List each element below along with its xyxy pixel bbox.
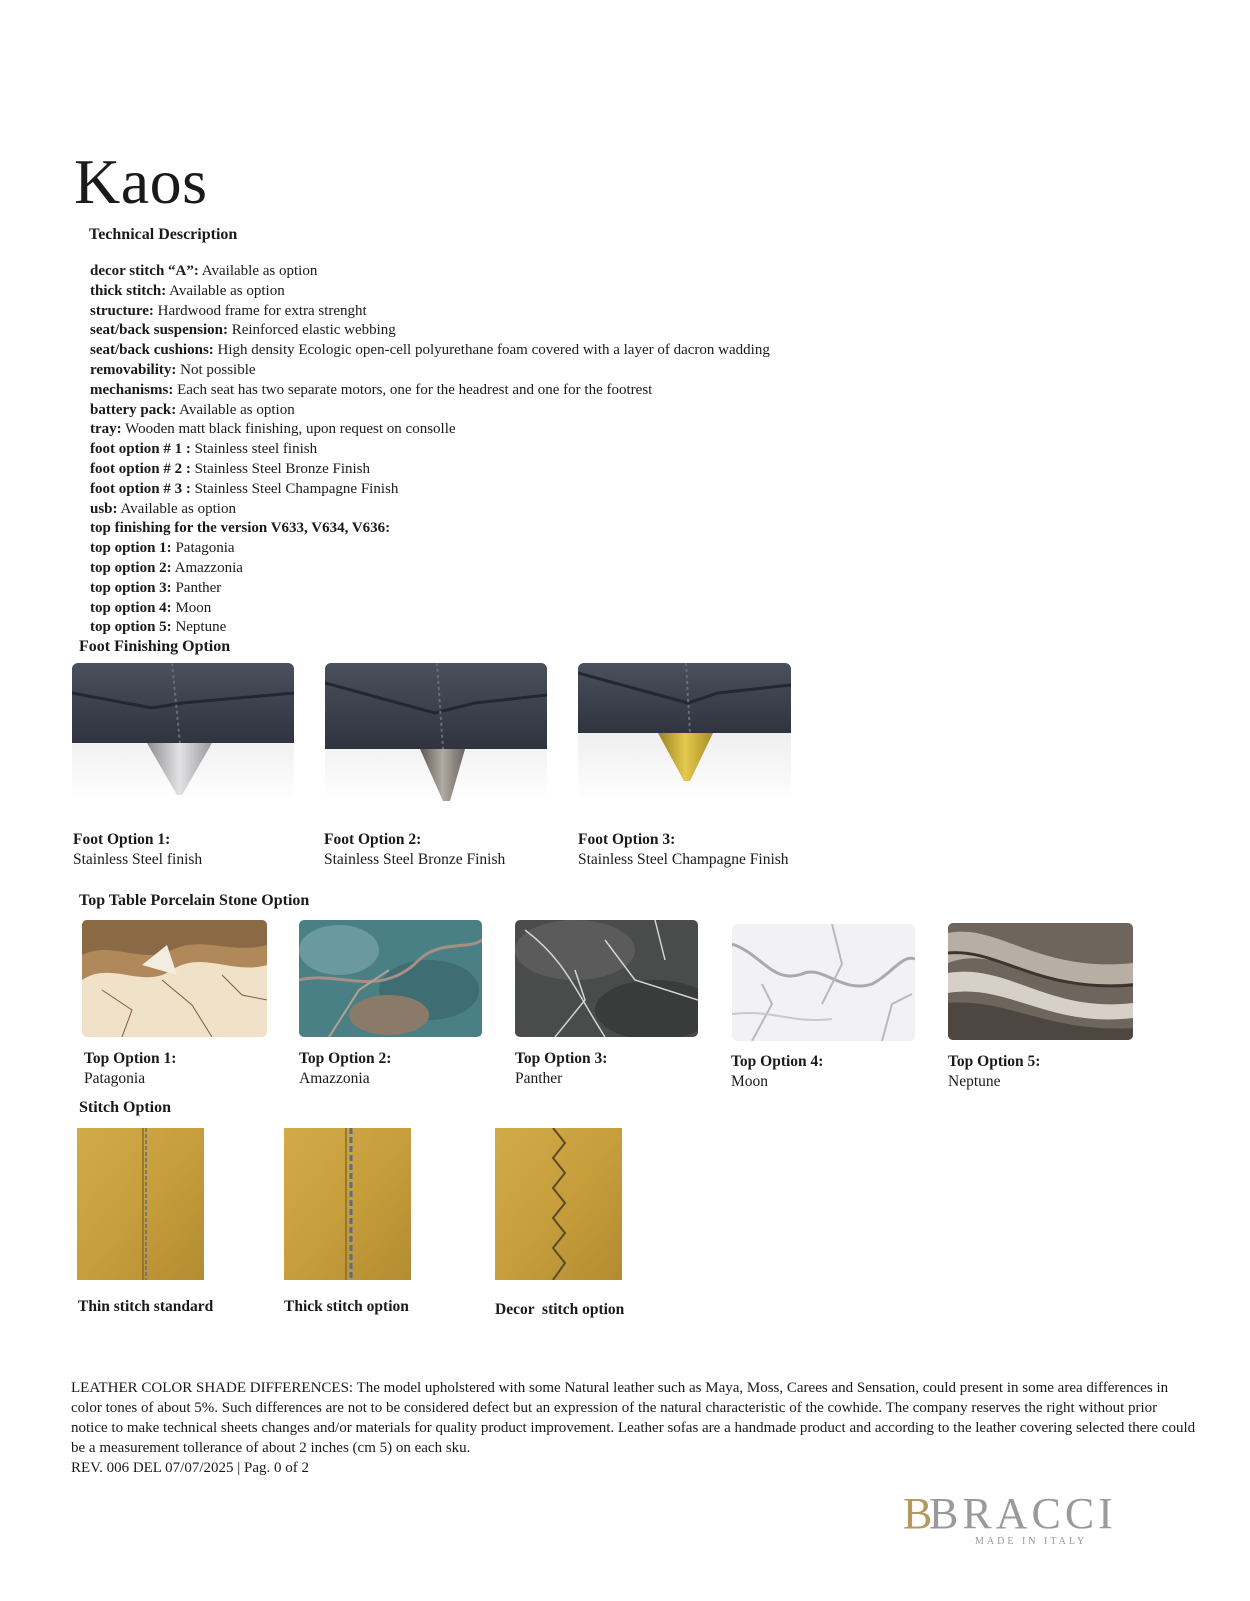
- spec-row: [90, 579, 770, 599]
- top-option-1-image: [82, 920, 267, 1037]
- top-section-heading: Top Table Porcelain Stone Option: [79, 892, 310, 909]
- spec-value: Stainless steel finish: [190, 441, 318, 458]
- stitch-decor-label: Decor stitch option: [495, 1301, 625, 1318]
- spec-label: foot option # 1 :: [90, 441, 191, 458]
- spec-label: thick stitch:: [90, 282, 167, 299]
- spec-list: [90, 262, 770, 638]
- technical-heading: Technical Description: [89, 226, 238, 243]
- stitch-decor-image: [495, 1128, 622, 1280]
- top-option-5-image: [948, 923, 1133, 1040]
- spec-label: top option 3:: [90, 579, 172, 596]
- spec-row: [90, 262, 770, 282]
- top-option-2-image: [299, 920, 482, 1037]
- disclaimer-block: [71, 1378, 1196, 1478]
- spec-row: [90, 361, 770, 381]
- spec-value: High density Ecologic open-cell polyurethane foam covered with a layer of dacron wadding: [213, 342, 770, 359]
- spec-value: Moon: [171, 599, 212, 616]
- spec-row: [90, 321, 770, 341]
- spec-label: decor stitch “A”:: [90, 263, 199, 279]
- top-option-4-title: Top Option 4:: [731, 1053, 824, 1070]
- top-option-5-title: Top Option 5:: [948, 1053, 1041, 1070]
- spec-label: foot option # 3 :: [90, 480, 191, 497]
- top-option-5-desc: Neptune: [948, 1073, 1001, 1090]
- top-option-5-caption: [948, 1052, 1040, 1092]
- foot-option-2-caption: [324, 830, 505, 870]
- top-option-3-title: Top Option 3:: [515, 1050, 608, 1067]
- spec-label: foot option # 2 :: [90, 460, 191, 477]
- spec-value: Amazzonia: [171, 559, 243, 576]
- stitch-thin-label: Thin stitch standard: [78, 1298, 214, 1315]
- top-option-3-caption: [515, 1049, 607, 1089]
- stitch-section-heading: Stitch Option: [79, 1099, 172, 1116]
- spec-label: battery pack:: [90, 401, 177, 418]
- disclaimer-text: LEATHER COLOR SHADE DIFFERENCES: The model upholstered with some Natural leather such as Maya, Moss, Carees and Sensation, could present in some area differences in color tones of about 5%. Such differences are not to be considered defect but an expression of the natural characteristic of the cowhide. The company reserves the right without prior notice to make technical sheets changes and/or materials for quality product improvement. Leather sofas are a handmade product and according to the leather covering selected there could be a measurement tollerance of about 2 inches (cm 5) on each sku.: [71, 1380, 1196, 1456]
- spec-value: Neptune: [171, 619, 227, 636]
- spec-row: [90, 480, 770, 500]
- spec-label: top option 1:: [90, 540, 172, 557]
- spec-row: [90, 500, 770, 520]
- top-option-1-caption: [84, 1049, 176, 1089]
- stitch-thick-image: [284, 1128, 411, 1280]
- spec-row: [90, 440, 770, 460]
- foot-option-3-desc: Stainless Steel Champagne Finish: [578, 851, 789, 868]
- spec-value: Panther: [171, 579, 222, 596]
- spec-label: structure:: [90, 302, 154, 319]
- foot-option-3-image: [578, 663, 791, 801]
- spec-value: Not possible: [176, 361, 256, 378]
- spec-value: Patagonia: [171, 540, 235, 557]
- spec-value: Hardwood frame for extra strenght: [153, 302, 367, 319]
- foot-option-2-title: Foot Option 2:: [324, 831, 422, 848]
- spec-label: mechanisms:: [90, 381, 174, 398]
- top-option-4-caption: [731, 1052, 823, 1092]
- top-option-1-desc: Patagonia: [84, 1070, 146, 1087]
- spec-row: [90, 341, 770, 361]
- spec-row: [90, 519, 770, 539]
- spec-row: [90, 381, 770, 401]
- spec-value: Available as option: [166, 282, 285, 299]
- spec-label: removability:: [90, 361, 177, 378]
- top-option-1-title: Top Option 1:: [84, 1050, 177, 1067]
- spec-label: seat/back cushions:: [90, 342, 214, 359]
- spec-value: Wooden matt black finishing, upon request on consolle: [121, 421, 456, 438]
- spec-row: [90, 599, 770, 619]
- spec-value: Available as option: [198, 263, 318, 279]
- top-option-3-desc: Panther: [515, 1070, 563, 1087]
- foot-option-3-title: Foot Option 3:: [578, 831, 676, 848]
- spec-label: top option 5:: [90, 619, 172, 636]
- spec-row: [90, 539, 770, 559]
- spec-row: [90, 302, 770, 322]
- spec-row: [90, 559, 770, 579]
- foot-option-1-desc: Stainless Steel finish: [73, 851, 203, 868]
- foot-option-1-image: [72, 663, 294, 801]
- top-option-2-desc: Amazzonia: [299, 1070, 370, 1087]
- foot-option-1-title: Foot Option 1:: [73, 831, 171, 848]
- foot-section-heading: Foot Finishing Option: [79, 638, 231, 655]
- foot-option-3-caption: [578, 830, 789, 870]
- foot-option-1-caption: [73, 830, 202, 870]
- revision-text: REV. 006 DEL 07/07/2025 | Pag. 0 of 2: [71, 1460, 310, 1476]
- stitch-thin-image: [77, 1128, 204, 1280]
- spec-row: [90, 282, 770, 302]
- top-option-3-image: [515, 920, 698, 1037]
- top-option-2-caption: [299, 1049, 391, 1089]
- spec-value: Stainless Steel Champagne Finish: [190, 480, 399, 497]
- spec-value: Reinforced elastic webbing: [227, 322, 396, 339]
- product-title: Kaos: [74, 146, 208, 217]
- spec-label: top option 4:: [90, 599, 172, 616]
- spec-label: top finishing for the version V633, V634, V636:: [90, 520, 391, 537]
- spec-label: seat/back suspension:: [90, 322, 228, 339]
- spec-label: usb:: [90, 500, 118, 517]
- top-option-2-title: Top Option 2:: [299, 1050, 392, 1067]
- spec-label: tray:: [90, 421, 122, 438]
- logo-tagline: MADE IN ITALY: [975, 1536, 1088, 1547]
- spec-value: Available as option: [117, 500, 236, 517]
- spec-value: Each seat has two separate motors, one for the headrest and one for the footrest: [173, 381, 653, 398]
- spec-row: [90, 460, 770, 480]
- top-option-4-desc: Moon: [731, 1073, 769, 1090]
- foot-option-2-image: [325, 663, 547, 801]
- spec-row: [90, 401, 770, 421]
- spec-row: [90, 618, 770, 638]
- logo-wordmark: BRACCI: [929, 1490, 1117, 1538]
- foot-option-2-desc: Stainless Steel Bronze Finish: [324, 851, 506, 868]
- bracci-logo: [903, 1490, 1163, 1550]
- logo-monogram: B: [903, 1490, 933, 1538]
- spec-row: [90, 420, 770, 440]
- spec-value: Stainless Steel Bronze Finish: [190, 460, 371, 477]
- spec-label: top option 2:: [90, 559, 172, 576]
- stitch-thick-label: Thick stitch option: [284, 1298, 409, 1315]
- spec-value: Available as option: [176, 401, 295, 418]
- top-option-4-image: [732, 924, 915, 1041]
